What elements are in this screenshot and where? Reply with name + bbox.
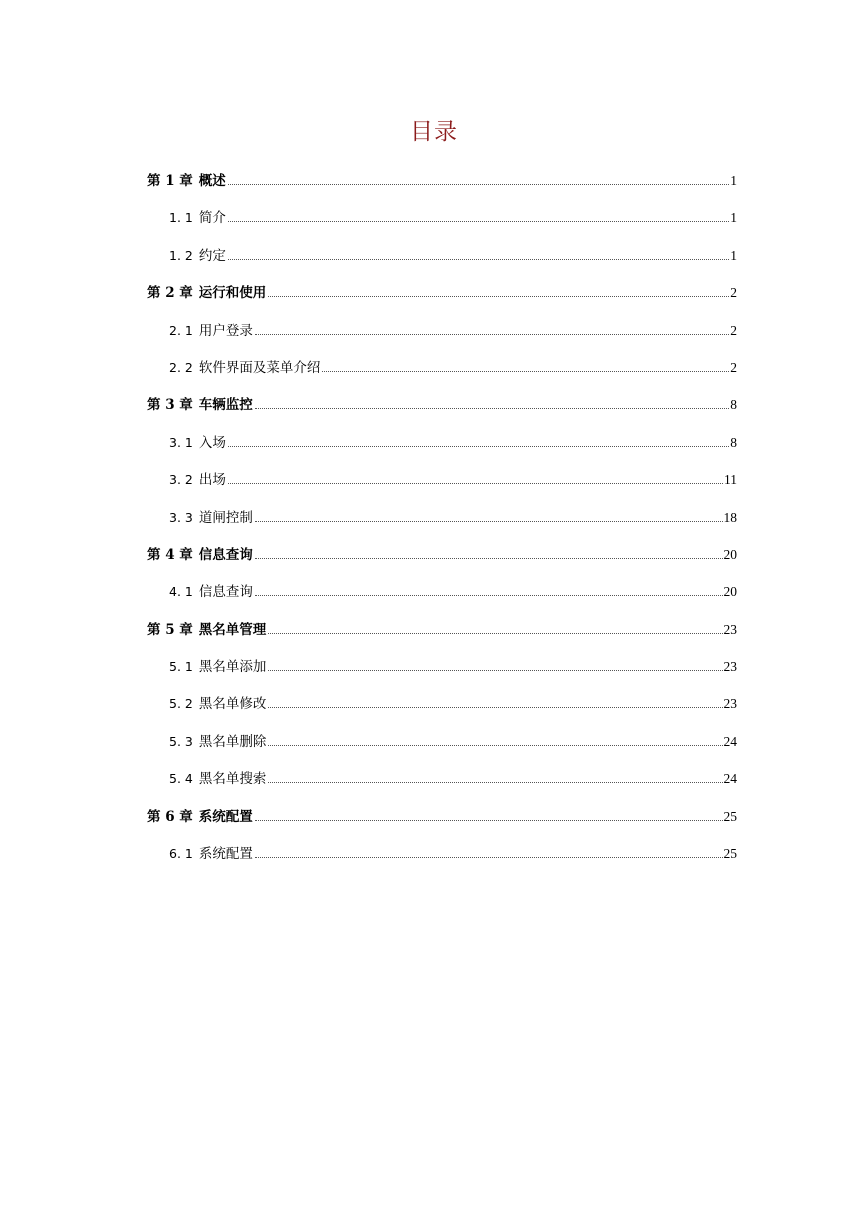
toc-entry-title: 黑名单添加 xyxy=(198,659,267,676)
toc-entry-number: 3. 2 xyxy=(169,472,193,488)
toc-page-number: 23 xyxy=(723,696,737,712)
toc-entry-number: 第 6 章 xyxy=(147,808,193,825)
toc-entry-label xyxy=(147,617,266,643)
toc-entry-title: 信息查询 xyxy=(198,584,253,601)
toc-page-number: 25 xyxy=(723,846,737,862)
toc-chapter-entry[interactable] xyxy=(147,804,737,841)
toc-entry-number: 第 5 章 xyxy=(147,621,193,638)
toc-dot-leader xyxy=(228,221,729,222)
toc-page-number: 23 xyxy=(723,659,737,675)
toc-section-entry[interactable] xyxy=(147,505,737,542)
toc-section-entry[interactable] xyxy=(147,205,737,242)
toc-dot-leader xyxy=(255,334,729,335)
toc-entry-title: 约定 xyxy=(198,247,226,264)
toc-chapter-entry[interactable] xyxy=(147,392,737,429)
toc-entry-number: 5. 1 xyxy=(169,659,193,675)
toc-entry-number: 6. 1 xyxy=(169,846,193,862)
toc-entry-label xyxy=(169,766,266,792)
table-of-contents xyxy=(147,168,737,878)
toc-entry-label xyxy=(169,430,226,456)
toc-entry-label xyxy=(169,355,320,381)
toc-page-number: 2 xyxy=(730,359,737,375)
toc-dot-leader xyxy=(228,483,723,484)
toc-page-number: 2 xyxy=(730,285,737,301)
toc-entry-title: 黑名单搜索 xyxy=(198,771,267,788)
toc-page-number: 24 xyxy=(723,771,737,787)
toc-entry-label xyxy=(169,729,266,755)
toc-entry-label xyxy=(147,280,266,306)
toc-page-number: 18 xyxy=(723,509,737,525)
toc-entry-number: 5. 2 xyxy=(169,696,193,712)
toc-section-entry[interactable] xyxy=(147,729,737,766)
toc-entry-label xyxy=(169,205,226,231)
toc-section-entry[interactable] xyxy=(147,579,737,616)
toc-dot-leader xyxy=(268,707,722,708)
toc-dot-leader xyxy=(228,259,729,260)
toc-dot-leader xyxy=(255,408,729,409)
toc-entry-title: 道闸控制 xyxy=(198,509,253,526)
toc-page-number: 1 xyxy=(730,173,737,188)
toc-entry-title: 信息查询 xyxy=(198,546,253,563)
toc-entry-number: 1. 1 xyxy=(169,210,193,226)
toc-entry-title: 出场 xyxy=(198,472,226,489)
toc-entry-title: 概述 xyxy=(198,173,226,189)
toc-title: 目录 xyxy=(410,119,458,145)
toc-page-number: 8 xyxy=(730,397,737,413)
toc-dot-leader xyxy=(268,745,722,746)
toc-dot-leader xyxy=(228,446,729,447)
toc-section-entry[interactable] xyxy=(147,766,737,803)
toc-page-number: 20 xyxy=(723,584,737,600)
toc-section-entry[interactable] xyxy=(147,355,737,392)
toc-entry-label xyxy=(147,542,253,568)
toc-entry-number: 2. 2 xyxy=(169,359,193,375)
toc-section-entry[interactable] xyxy=(147,467,737,504)
toc-entry-title: 系统配置 xyxy=(198,846,253,863)
toc-entry-label xyxy=(169,654,266,680)
toc-entry-label xyxy=(169,505,253,531)
toc-entry-label xyxy=(169,318,253,344)
toc-entry-number: 第 2 章 xyxy=(147,285,193,302)
toc-entry-title: 车辆监控 xyxy=(198,397,253,414)
toc-entry-label xyxy=(169,579,253,605)
toc-entry-number: 3. 3 xyxy=(169,509,193,525)
toc-page-number: 23 xyxy=(723,621,737,637)
toc-dot-leader xyxy=(255,558,723,559)
toc-dot-leader xyxy=(255,857,723,858)
toc-page-number: 1 xyxy=(730,210,737,226)
toc-entry-label xyxy=(169,467,226,493)
toc-entry-title: 简介 xyxy=(198,210,226,227)
toc-page-number: 11 xyxy=(724,472,737,488)
toc-dot-leader xyxy=(268,782,722,783)
toc-entry-label xyxy=(147,804,253,830)
toc-entry-title: 系统配置 xyxy=(198,808,253,825)
toc-entry-title: 黑名单管理 xyxy=(198,621,267,638)
toc-section-entry[interactable] xyxy=(147,243,737,280)
toc-page-number: 1 xyxy=(730,247,737,263)
toc-entry-title: 黑名单修改 xyxy=(198,696,267,713)
toc-entry-title: 入场 xyxy=(198,434,226,451)
toc-entry-title: 黑名单删除 xyxy=(198,733,267,750)
toc-section-entry[interactable] xyxy=(147,430,737,467)
toc-chapter-entry[interactable] xyxy=(147,617,737,654)
toc-page-number: 24 xyxy=(723,733,737,749)
toc-dot-leader xyxy=(268,296,729,297)
toc-section-entry[interactable] xyxy=(147,841,737,878)
toc-section-entry[interactable] xyxy=(147,654,737,691)
toc-page-number: 20 xyxy=(723,546,737,562)
toc-entry-label xyxy=(147,392,253,418)
toc-entry-number: 5. 4 xyxy=(169,771,193,787)
toc-dot-leader xyxy=(255,521,723,522)
toc-entry-number: 5. 3 xyxy=(169,733,193,749)
toc-dot-leader xyxy=(268,633,722,634)
toc-entry-number: 2. 1 xyxy=(169,322,193,338)
toc-dot-leader xyxy=(268,670,722,671)
toc-dot-leader xyxy=(322,371,729,372)
toc-chapter-entry[interactable] xyxy=(147,280,737,317)
toc-page-number: 25 xyxy=(723,808,737,824)
toc-dot-leader xyxy=(228,184,729,185)
toc-page-number: 2 xyxy=(730,322,737,338)
toc-entry-title: 运行和使用 xyxy=(198,285,267,302)
toc-chapter-entry[interactable] xyxy=(147,168,737,205)
toc-section-entry[interactable] xyxy=(147,691,737,728)
toc-chapter-entry[interactable] xyxy=(147,542,737,579)
toc-entry-title: 软件界面及菜单介绍 xyxy=(198,359,321,376)
toc-dot-leader xyxy=(255,595,723,596)
toc-entry-number: 第 4 章 xyxy=(147,546,193,563)
toc-dot-leader xyxy=(255,820,723,821)
toc-entry-number: 1. 2 xyxy=(169,247,193,263)
toc-entry-number: 第 1 章 xyxy=(147,173,193,189)
toc-page-number: 8 xyxy=(730,434,737,450)
toc-entry-label xyxy=(169,841,253,867)
toc-entry-number: 第 3 章 xyxy=(147,397,193,414)
toc-entry-label xyxy=(147,168,226,194)
toc-entry-number: 4. 1 xyxy=(169,584,193,600)
toc-entry-label xyxy=(169,243,226,269)
toc-entry-label xyxy=(169,691,266,717)
toc-section-entry[interactable] xyxy=(147,318,737,355)
toc-entry-title: 用户登录 xyxy=(198,322,253,339)
toc-entry-number: 3. 1 xyxy=(169,434,193,450)
